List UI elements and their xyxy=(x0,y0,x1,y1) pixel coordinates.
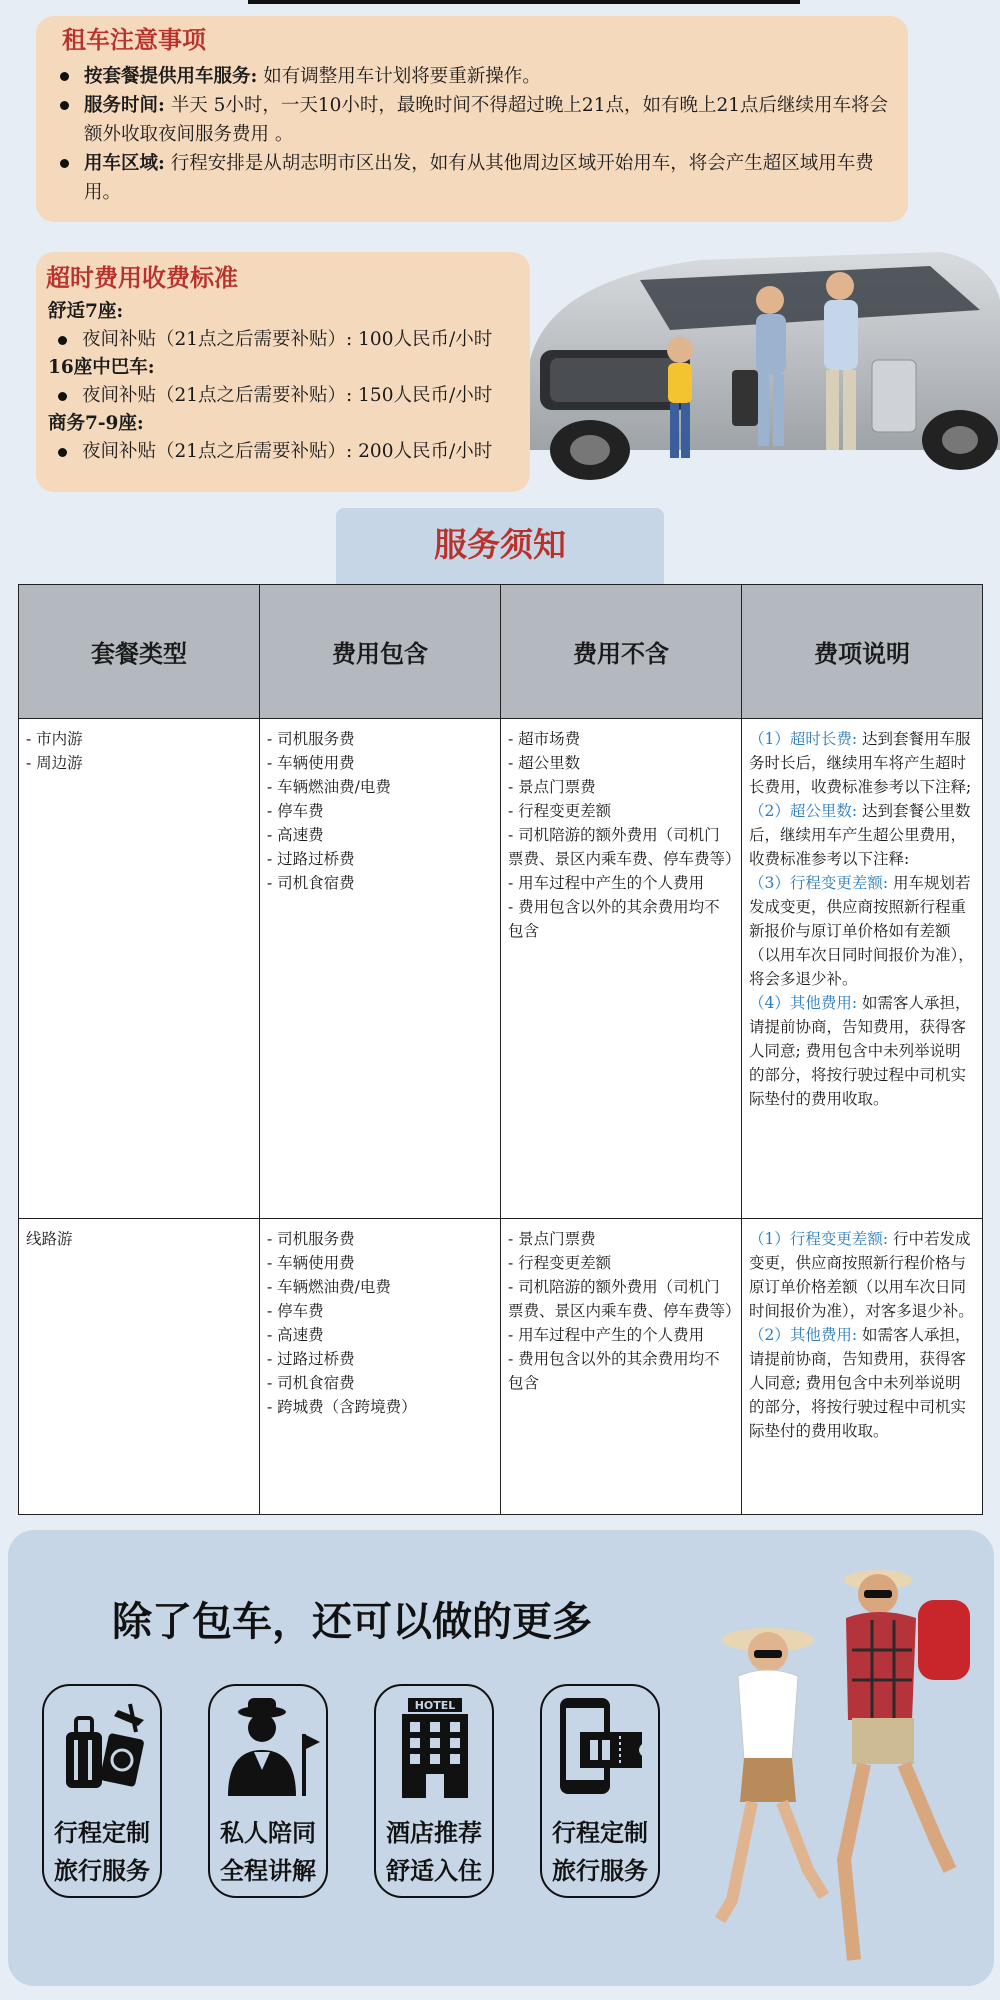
list-item: - 过路过桥费 xyxy=(267,1350,355,1368)
fee-note xyxy=(749,991,975,1111)
list-item: - 车辆燃油费/电费 xyxy=(267,778,391,796)
fee-note-key: （2）超公里数: xyxy=(749,802,858,820)
fee-note xyxy=(749,1323,975,1443)
excluded-cell xyxy=(501,1219,742,1515)
fee-note xyxy=(749,727,975,799)
included-cell xyxy=(260,1219,501,1515)
fee-note-key: （3）行程变更差额: xyxy=(749,874,889,892)
list-item: - 司机陪游的额外费用（司机门票费、景区内乘车费、停车费等） xyxy=(508,826,741,868)
list-item: - 景点门票费 xyxy=(508,1230,596,1248)
vehicle-category: 16座中巴车: xyxy=(48,357,155,378)
fee-note-text: 达到套餐用车服务时长后，继续用车将产生超时长费用，收费标准参考以下注释; xyxy=(749,730,972,796)
service-card-label: 私人陪同 xyxy=(220,1818,316,1847)
list-item: - 司机食宿费 xyxy=(267,1374,355,1392)
list-item: - 周边游 xyxy=(26,754,83,772)
vehicle-category: 舒适7座: xyxy=(48,301,124,322)
fee-note xyxy=(749,1227,975,1323)
rental-notes-list xyxy=(52,62,890,207)
service-notice-heading: 服务须知 xyxy=(336,508,664,586)
overtime-fee-title: 超时费用收费标准 xyxy=(46,263,238,292)
list-item: - 司机陪游的额外费用（司机门票费、景区内乘车费、停车费等） xyxy=(508,1278,741,1320)
service-card-travel[interactable] xyxy=(540,1684,660,1898)
fee-note-key: （1）行程变更差额: xyxy=(749,1230,889,1248)
note-key: 服务时间: xyxy=(84,95,165,116)
fee-note xyxy=(749,799,975,871)
hotel-icon xyxy=(380,1692,490,1802)
tour-guide-icon xyxy=(214,1692,324,1802)
excluded-cell xyxy=(501,719,742,1219)
more-services-panel xyxy=(8,1530,994,1986)
list-item: - 跨城费（含跨境费） xyxy=(267,1398,417,1416)
luggage-passport-icon xyxy=(48,1692,158,1802)
fee-item: 夜间补贴（21点之后需要补贴）: 100人民币/小时 xyxy=(42,326,518,354)
service-card-sublabel: 全程讲解 xyxy=(220,1856,316,1885)
rental-note-item xyxy=(52,149,890,207)
phone-ticket-icon xyxy=(546,1692,656,1802)
service-card-sublabel: 旅行服务 xyxy=(54,1856,150,1885)
list-item: - 停车费 xyxy=(267,1302,324,1320)
fee-notes-cell xyxy=(742,1219,983,1515)
table-row xyxy=(19,1219,983,1515)
fee-note xyxy=(749,871,975,991)
list-item: - 超公里数 xyxy=(508,754,581,772)
vehicle-category: 商务7-9座: xyxy=(48,413,144,434)
fee-note-text: 达到套餐公里数后，继续用车产生超公里费用，收费标准参考以下注释: xyxy=(749,802,971,868)
fee-note-text: 如需客人承担，请提前协商，告知费用，获得客人同意; 费用包含中未列举说明的部分，将按行驶过程中司机实际垫付的费用收取。 xyxy=(749,994,971,1108)
list-item: - 景点门票费 xyxy=(508,778,596,796)
travelers-image xyxy=(668,1540,988,1980)
overtime-fee-panel xyxy=(36,252,530,492)
note-key: 用车区域: xyxy=(84,153,165,174)
fee-note-key: （4）其他费用: xyxy=(749,994,858,1012)
list-item: - 费用包含以外的其余费用均不包含 xyxy=(508,898,720,940)
column-header: 套餐类型 xyxy=(19,585,260,719)
service-card-hotel[interactable] xyxy=(374,1684,494,1898)
included-cell xyxy=(260,719,501,1219)
fee-item: 夜间补贴（21点之后需要补贴）: 200人民币/小时 xyxy=(42,438,518,466)
list-item: - 车辆燃油费/电费 xyxy=(267,1278,391,1296)
list-item: - 过路过桥费 xyxy=(267,850,355,868)
fee-note-key: （1）超时长费: xyxy=(749,730,858,748)
list-item: - 停车费 xyxy=(267,802,324,820)
list-item: - 市内游 xyxy=(26,730,83,748)
fee-item: 夜间补贴（21点之后需要补贴）: 150人民币/小时 xyxy=(42,382,518,410)
service-card-sublabel: 舒适入住 xyxy=(386,1856,482,1885)
fee-note-text: 用车规划若发成变更，供应商按照新行程重新报价与原订单价格如有差额（以用车次日同时间报价为准），将会多退少补。 xyxy=(749,874,974,988)
list-item: - 高速费 xyxy=(267,1326,324,1344)
column-header: 费项说明 xyxy=(742,585,983,719)
car-family-image xyxy=(520,240,1000,520)
service-card-guide[interactable] xyxy=(208,1684,328,1898)
list-item: - 司机服务费 xyxy=(267,1230,355,1248)
fee-note-text: 如需客人承担，请提前协商，告知费用，获得客人同意; 费用包含中未列举说明的部分，将按行驶过程中司机实际垫付的费用收取。 xyxy=(749,1326,971,1440)
column-header: 费用包含 xyxy=(260,585,501,719)
service-card-label: 行程定制 xyxy=(552,1818,648,1847)
service-table xyxy=(18,584,983,1515)
service-card-label: 酒店推荐 xyxy=(386,1818,482,1847)
list-item: 线路游 xyxy=(26,1230,73,1248)
list-item: - 用车过程中产生的个人费用 xyxy=(508,874,705,892)
list-item: - 费用包含以外的其余费用均不包含 xyxy=(508,1350,720,1392)
list-item: - 高速费 xyxy=(267,826,324,844)
more-services-title: 除了包车，还可以做的更多 xyxy=(112,1599,592,1645)
rental-note-item xyxy=(52,62,890,91)
list-item: - 车辆使用费 xyxy=(267,754,355,772)
top-divider xyxy=(248,0,800,4)
note-text: 如有调整用车计划将要重新操作。 xyxy=(257,66,541,87)
list-item: - 行程变更差额 xyxy=(508,1254,612,1272)
service-card-itinerary[interactable] xyxy=(42,1684,162,1898)
rental-note-item xyxy=(52,91,890,149)
note-key: 按套餐提供用车服务: xyxy=(84,66,258,87)
note-text: 半天 5小时，一天10小时，最晚时间不得超过晚上21点，如有晚上21点后继续用车将会额外收取夜间服务费用 。 xyxy=(84,95,888,145)
list-item: - 司机服务费 xyxy=(267,730,355,748)
list-item: - 行程变更差额 xyxy=(508,802,612,820)
table-row xyxy=(19,719,983,1219)
rental-notes-panel xyxy=(36,16,908,222)
list-item: - 超市场费 xyxy=(508,730,581,748)
service-card-sublabel: 旅行服务 xyxy=(552,1856,648,1885)
fee-note-text: 行中若发成变更，供应商按照新行程价格与原订单价格差额（以用车次日同时间报价为准），对客多退少补。 xyxy=(749,1230,974,1320)
rental-notes-title: 租车注意事项 xyxy=(62,25,206,54)
service-card-label: 行程定制 xyxy=(54,1818,150,1847)
package-type-cell xyxy=(19,719,260,1219)
note-text: 行程安排是从胡志明市区出发，如有从其他周边区域开始用车，将会产生超区域用车费用。 xyxy=(84,153,874,203)
list-item: - 司机食宿费 xyxy=(267,874,355,892)
column-header: 费用不含 xyxy=(501,585,742,719)
fee-notes-cell xyxy=(742,719,983,1219)
package-type-cell xyxy=(19,1219,260,1515)
list-item: - 用车过程中产生的个人费用 xyxy=(508,1326,705,1344)
table-header-row xyxy=(19,585,983,719)
svg-text:HOTEL: HOTEL xyxy=(414,1699,456,1712)
fee-note-key: （2）其他费用: xyxy=(749,1326,858,1344)
list-item: - 车辆使用费 xyxy=(267,1254,355,1272)
